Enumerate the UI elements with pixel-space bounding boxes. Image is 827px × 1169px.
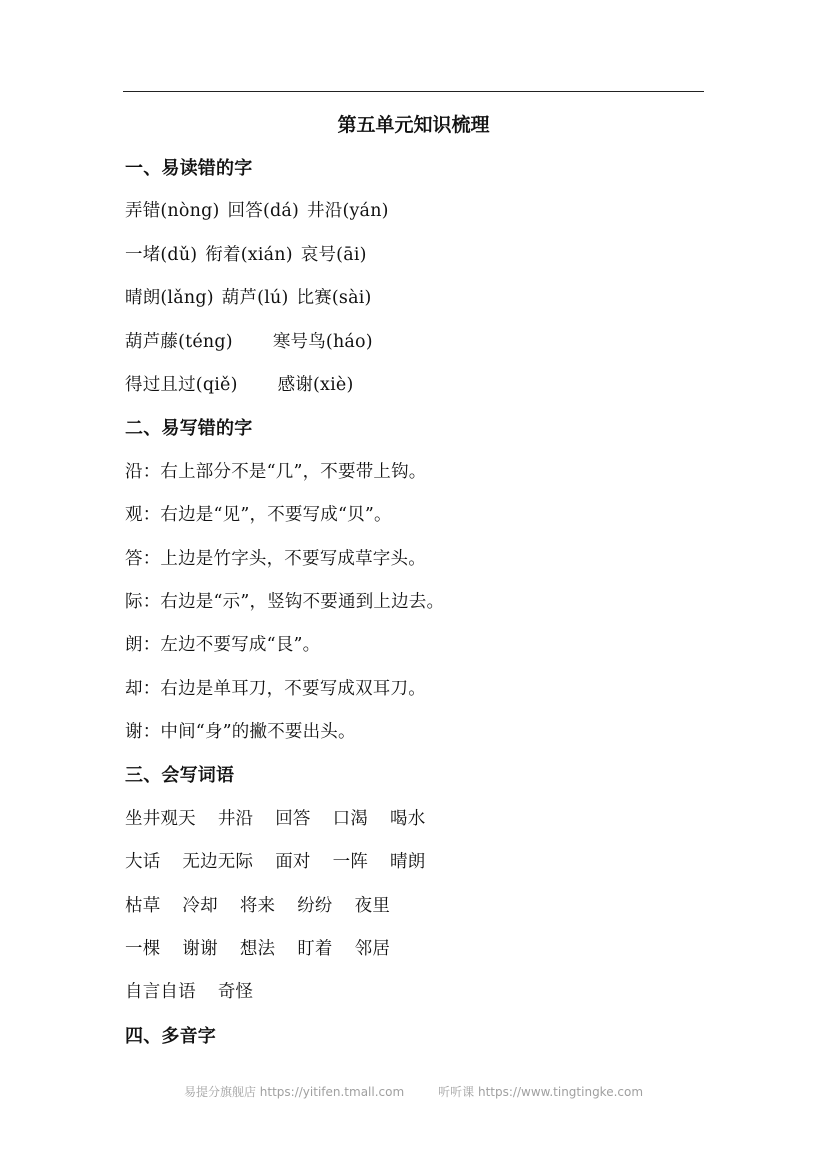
pinyin-row <box>125 234 725 277</box>
word-item: 哀号(āi) <box>300 244 367 265</box>
word-item: 回答(dá) <box>227 201 300 222</box>
vocab-item: 冷却 <box>182 895 218 916</box>
vocab-item: 一棵 <box>125 939 161 960</box>
word-item: 得过且过(qiě) <box>125 374 238 395</box>
pinyin-row <box>125 277 725 320</box>
vocab-item: 谢谢 <box>182 939 218 960</box>
pinyin-row <box>125 321 725 364</box>
word-item: 井沿(yán) <box>307 201 389 222</box>
vocab-row <box>125 798 725 841</box>
vocab-item: 晴朗 <box>390 852 426 873</box>
header-rule <box>123 91 704 92</box>
vocab-item: 自言自语 <box>125 982 196 1003</box>
vocab-item: 夜里 <box>354 895 391 916</box>
vocab-item: 枯草 <box>125 895 161 916</box>
vocab-item: 无边无际 <box>182 852 254 873</box>
note-line: 朗：左边不要写成“艮”。 <box>125 635 321 656</box>
word-item: 一堵(dǔ) <box>125 244 198 265</box>
vocab-item: 面对 <box>275 852 311 873</box>
vocab-item: 大话 <box>125 852 161 873</box>
section-heading-4: 四、多音字 <box>125 1025 216 1047</box>
vocab-item: 喝水 <box>390 808 426 829</box>
vocab-item: 想法 <box>239 939 276 960</box>
word-item: 寒号鸟(háo) <box>272 331 373 352</box>
vocab-item: 纷纷 <box>297 895 333 916</box>
pinyin-row <box>125 364 725 407</box>
footer-site-link[interactable]: 听听课 https://www.tingtingke.com <box>438 1085 644 1099</box>
note-line: 观：右边是“见”，不要写成“贝”。 <box>125 505 392 526</box>
page-footer <box>0 1083 827 1100</box>
note-line: 沿：右上部分不是“几”，不要带上钩。 <box>125 461 427 482</box>
word-item: 比赛(sài) <box>296 288 372 309</box>
note-line: 却：右边是单耳刀，不要写成双耳刀。 <box>125 678 426 699</box>
vocab-item: 井沿 <box>217 808 254 829</box>
word-item: 感谢(xiè) <box>277 374 354 395</box>
footer-store-link[interactable]: 易提分旗舰店 https://yitifen.tmall.com <box>183 1085 405 1099</box>
vocab-item: 回答 <box>275 808 311 829</box>
vocab-item: 口渴 <box>332 808 369 829</box>
vocab-item: 一阵 <box>332 852 369 873</box>
note-line: 际：右边是“示”，竖钩不要通到上边去。 <box>125 591 445 612</box>
vocab-item: 奇怪 <box>217 982 254 1003</box>
vocab-row <box>125 841 725 884</box>
word-item: 弄错(nòng) <box>125 201 220 222</box>
pinyin-row <box>125 190 725 233</box>
vocab-row <box>125 885 725 928</box>
note-line: 谢：中间“身”的撇不要出头。 <box>125 722 356 743</box>
vocab-item: 将来 <box>239 895 276 916</box>
document-body <box>125 147 725 1058</box>
page-title: 第五单元知识梳理 <box>337 114 490 136</box>
section-heading-2: 二、易写错的字 <box>125 418 253 440</box>
word-item: 晴朗(lǎng) <box>125 288 214 309</box>
section-heading-1: 一、易读错的字 <box>125 158 253 179</box>
vocab-item: 邻居 <box>354 939 391 960</box>
section-heading-3: 三、会写词语 <box>125 765 235 787</box>
word-item: 葫芦藤(téng) <box>125 331 233 352</box>
vocab-row <box>125 928 725 971</box>
word-item: 衔着(xián) <box>205 244 293 265</box>
vocab-item: 坐井观天 <box>125 808 196 829</box>
note-line: 答：上边是竹字头，不要写成草字头。 <box>125 548 426 569</box>
vocab-item: 盯着 <box>297 939 333 960</box>
word-item: 葫芦(lú) <box>221 288 289 309</box>
vocab-row <box>125 971 725 1014</box>
